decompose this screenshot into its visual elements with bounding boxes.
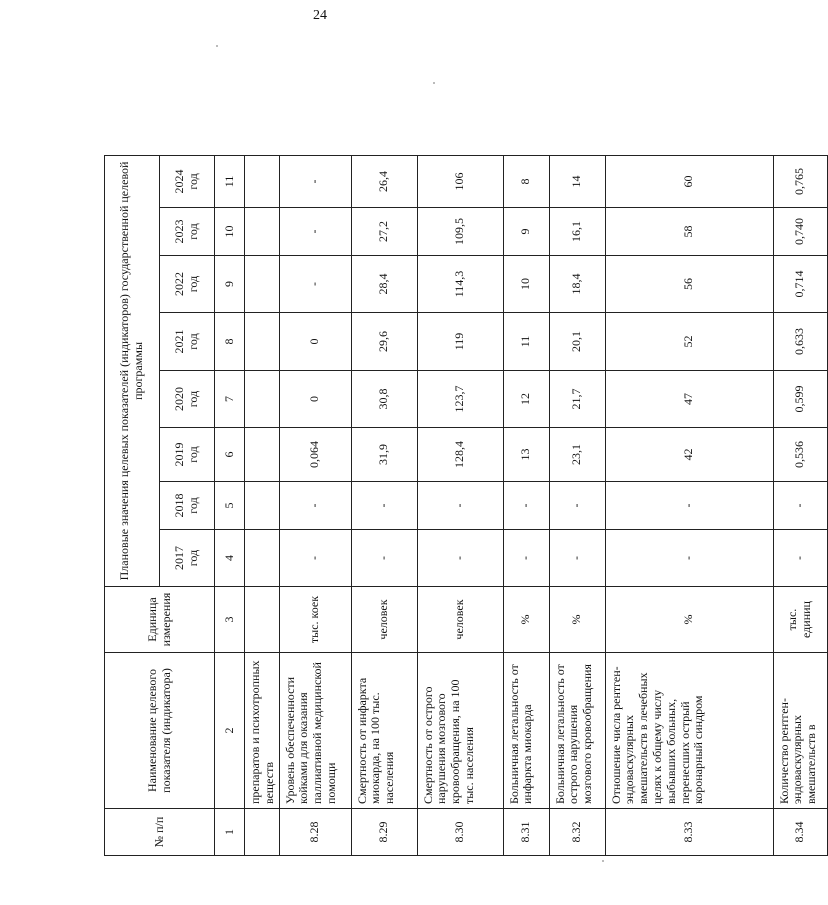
year-number: 2018 xyxy=(172,493,187,518)
header-year-2023 xyxy=(160,208,215,256)
scan-speck xyxy=(602,860,604,862)
row-number: 8.28 xyxy=(279,809,351,856)
value-cell: 0,765 xyxy=(773,155,827,207)
value-cell: 30,8 xyxy=(351,371,417,428)
year-label: год xyxy=(186,275,200,293)
value-cell: 26,4 xyxy=(351,155,417,207)
unit-cell: человек xyxy=(417,587,503,653)
value-cell: - xyxy=(605,530,773,587)
indicator-name: Больничная летальность от инфаркта миокарда xyxy=(503,653,549,809)
header-year-2019 xyxy=(160,428,215,482)
header-planned: Плановые значения целевых показателей (индикаторов) государственной целевой программы xyxy=(105,155,160,586)
header-year-2024 xyxy=(160,155,215,207)
value-cell: 28,4 xyxy=(351,256,417,313)
header-num: № п/п xyxy=(105,809,215,856)
table-row xyxy=(417,61,503,855)
continuation-text: препаратов и психотропных веществ xyxy=(245,653,280,809)
column-number: 7 xyxy=(215,371,245,428)
value-cell: 0,740 xyxy=(773,208,827,256)
column-number: 6 xyxy=(215,428,245,482)
year-label: год xyxy=(186,549,200,567)
value-cell: 114,3 xyxy=(417,256,503,313)
row-number: 8.32 xyxy=(549,809,605,856)
header-name: Наименование целевого показателя (индикатора) xyxy=(105,653,215,809)
value-cell: 23,1 xyxy=(549,428,605,482)
unit-cell: тыс. единиц xyxy=(773,587,827,653)
value-cell: 16,1 xyxy=(549,208,605,256)
value-cell: - xyxy=(503,530,549,587)
continuation-num xyxy=(245,809,280,856)
value-cell: 8 xyxy=(503,155,549,207)
value-cell: 13 xyxy=(503,428,549,482)
unit-cell: человек xyxy=(351,587,417,653)
header-year-2020 xyxy=(160,371,215,428)
column-number: 4 xyxy=(215,530,245,587)
value-cell: 29,6 xyxy=(351,313,417,371)
value-cell: 14 xyxy=(549,155,605,207)
unit-cell: % xyxy=(605,587,773,653)
header-year-2017 xyxy=(160,530,215,587)
table-row xyxy=(773,61,827,855)
value-cell: 58 xyxy=(605,208,773,256)
value-cell: - xyxy=(549,482,605,530)
header-unit: Единица измерения xyxy=(105,587,215,653)
value-cell: - xyxy=(351,482,417,530)
value-cell: 52 xyxy=(605,313,773,371)
row-number: 8.30 xyxy=(417,809,503,856)
value-cell: 0,633 xyxy=(773,313,827,371)
value-cell: - xyxy=(417,482,503,530)
unit-cell: тыс. коек xyxy=(279,587,351,653)
value-cell: 119 xyxy=(417,313,503,371)
value-cell: - xyxy=(279,155,351,207)
year-number: 2022 xyxy=(172,272,187,296)
year-number: 2021 xyxy=(172,329,187,354)
header-year-2022 xyxy=(160,256,215,313)
table-row xyxy=(279,61,351,855)
row-number: 8.31 xyxy=(503,809,549,856)
value-cell: - xyxy=(279,208,351,256)
row-number: 8.29 xyxy=(351,809,417,856)
value-cell: 0,599 xyxy=(773,371,827,428)
year-label: год xyxy=(186,223,200,240)
value-cell: 21,7 xyxy=(549,371,605,428)
scan-speck xyxy=(433,82,435,84)
column-number: 1 xyxy=(215,809,245,856)
value-cell: 0 xyxy=(279,313,351,371)
unit-cell: % xyxy=(503,587,549,653)
value-cell: 0,714 xyxy=(773,256,827,313)
value-cell: - xyxy=(773,482,827,530)
year-label: год xyxy=(186,173,200,190)
value-cell: 18,4 xyxy=(549,256,605,313)
value-cell: 123,7 xyxy=(417,371,503,428)
scan-speck xyxy=(216,45,218,47)
column-number: 10 xyxy=(215,208,245,256)
year-label: год xyxy=(186,333,200,350)
year-label: год xyxy=(186,497,200,514)
column-number: 3 xyxy=(215,587,245,653)
value-cell: - xyxy=(503,482,549,530)
value-cell: - xyxy=(279,530,351,587)
indicator-name: Смертность от инфаркта миокарда, на 100 тыс. населения xyxy=(351,653,417,809)
value-cell: 0,536 xyxy=(773,428,827,482)
table-row xyxy=(549,61,605,855)
column-number: 2 xyxy=(215,653,245,809)
indicator-name: Количество рентген-эндоваскулярных вмешательств в xyxy=(773,653,827,809)
value-cell: - xyxy=(605,482,773,530)
column-number: 5 xyxy=(215,482,245,530)
value-cell: 60 xyxy=(605,155,773,207)
value-cell: 128,4 xyxy=(417,428,503,482)
indicator-name: Отношение числа рентген-эндоваскулярных вмешательств в лечебных целях к общему числу выбывших больных, перенесших острый коронарный синдром xyxy=(605,653,773,809)
page-number: 24 xyxy=(313,8,327,23)
value-cell: 47 xyxy=(605,371,773,428)
column-number: 9 xyxy=(215,256,245,313)
value-cell: 20,1 xyxy=(549,313,605,371)
value-cell: - xyxy=(417,530,503,587)
rotated-table-container xyxy=(104,62,819,856)
value-cell: 0 xyxy=(279,371,351,428)
header-year-2018 xyxy=(160,482,215,530)
indicator-table xyxy=(104,61,828,856)
year-number: 2019 xyxy=(172,442,187,467)
indicator-name: Смертность от острого нарушения мозгового кровообращения, на 100 тыс. населения xyxy=(417,653,503,809)
value-cell: 12 xyxy=(503,371,549,428)
value-cell: 10 xyxy=(503,256,549,313)
table-row xyxy=(503,61,549,855)
year-number: 2024 xyxy=(172,169,187,194)
indicator-name: Больничная летальность от острого нарушения мозгового кровообращения xyxy=(549,653,605,809)
table-row xyxy=(605,61,773,855)
value-cell: 56 xyxy=(605,256,773,313)
value-cell: 27,2 xyxy=(351,208,417,256)
unit-cell: % xyxy=(549,587,605,653)
value-cell: 42 xyxy=(605,428,773,482)
value-cell: 0,064 xyxy=(279,428,351,482)
value-cell: 11 xyxy=(503,313,549,371)
year-number: 2023 xyxy=(172,219,187,244)
value-cell: - xyxy=(351,530,417,587)
header-year-2021 xyxy=(160,313,215,371)
indicator-name: Уровень обеспеченности койками для оказания паллиативной медицинской помощи xyxy=(279,653,351,809)
value-cell: 31,9 xyxy=(351,428,417,482)
value-cell: 9 xyxy=(503,208,549,256)
year-label: год xyxy=(186,390,200,408)
continuation-row xyxy=(245,61,280,855)
row-number: 8.34 xyxy=(773,809,827,856)
value-cell: - xyxy=(279,482,351,530)
value-cell: - xyxy=(279,256,351,313)
year-number: 2017 xyxy=(172,546,187,570)
table-row xyxy=(351,61,417,855)
value-cell: 106 xyxy=(417,155,503,207)
value-cell: 109,5 xyxy=(417,208,503,256)
column-number: 11 xyxy=(215,155,245,207)
value-cell: - xyxy=(549,530,605,587)
year-number: 2020 xyxy=(172,387,187,411)
year-label: год xyxy=(186,446,200,463)
value-cell: - xyxy=(773,530,827,587)
row-number: 8.33 xyxy=(605,809,773,856)
column-number: 8 xyxy=(215,313,245,371)
